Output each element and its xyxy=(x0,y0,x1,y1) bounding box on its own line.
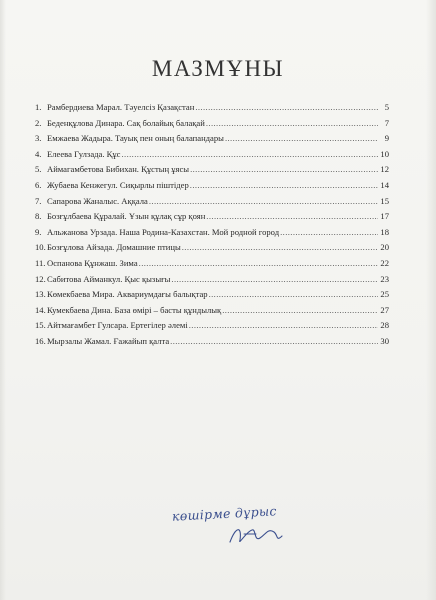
toc-entry xyxy=(35,131,389,147)
toc-entry-title: Айтмағамбет Гулсара. Ертегілер әлемі xyxy=(47,320,188,331)
toc-entry xyxy=(35,240,389,256)
toc-leader-dots xyxy=(189,318,378,334)
toc-entry-number: 5. xyxy=(35,164,42,175)
toc-leader-dots xyxy=(149,194,378,210)
toc-entry-title: Беденқұлова Динара. Сақ болайық балақай xyxy=(47,117,205,128)
toc-entry-title: Кумекбаева Дина. База өмірі – басты құндылық xyxy=(47,304,222,315)
toc-entry-title: Мырзалы Жамал. Ғажайып қалта xyxy=(47,335,170,346)
toc-leader-dots xyxy=(225,131,378,147)
toc-entry-number: 8. xyxy=(35,211,42,222)
toc-entry-page-number: 9 xyxy=(384,133,389,144)
toc-entry-number: 9. xyxy=(35,226,42,237)
toc-entry-title: Аймагамбетова Бибихан. Құстың ұясы xyxy=(47,164,190,175)
toc-entry-number: 13. xyxy=(35,289,46,300)
toc-leader-dots xyxy=(182,240,378,256)
toc-entry-title: Бозғұлбаева Құралай. Ұзын құлақ сұр қоян xyxy=(47,211,206,222)
toc-leader-dots xyxy=(170,334,378,350)
toc-leader-dots xyxy=(206,209,378,225)
toc-entry xyxy=(35,116,389,132)
toc-entry-number: 1. xyxy=(35,102,42,112)
toc-leader-dots xyxy=(195,100,378,116)
toc-entry xyxy=(35,303,389,319)
toc-leader-dots xyxy=(206,116,378,132)
toc-leader-dots xyxy=(190,162,378,178)
toc-entry-number: 16. xyxy=(35,335,46,346)
toc-entry-number: 14. xyxy=(35,304,46,315)
toc-entry-title: Жубаева Кенжегул. Сиқырлы піштідер xyxy=(47,179,189,190)
toc-leader-dots xyxy=(139,256,378,272)
toc-entry-page-number: 14 xyxy=(380,179,389,190)
signature-scribble xyxy=(226,522,286,548)
toc-entry xyxy=(35,178,389,194)
table-of-contents xyxy=(35,100,389,350)
toc-leader-dots xyxy=(280,225,378,241)
toc-entry-title: Бозғұлова Айзада. Домашние птицы xyxy=(47,242,181,253)
toc-entry-number: 3. xyxy=(35,133,42,144)
toc-entry-page-number: 22 xyxy=(380,257,389,268)
toc-leader-dots xyxy=(222,303,378,319)
toc-entry xyxy=(35,256,389,272)
toc-entry xyxy=(35,225,389,241)
toc-leader-dots xyxy=(171,272,378,288)
toc-entry-number: 6. xyxy=(35,179,42,190)
toc-leader-dots xyxy=(190,178,378,194)
toc-entry-page-number: 25 xyxy=(380,289,389,300)
toc-entry-page-number: 28 xyxy=(380,320,389,331)
toc-entry xyxy=(35,318,389,334)
page-title: МАЗМҰНЫ xyxy=(151,56,285,81)
toc-entry-title: Сабитова Айманкул. Қыс қызығы xyxy=(47,273,171,284)
toc-entry-page-number: 27 xyxy=(380,304,389,315)
toc-entry xyxy=(35,287,389,303)
toc-leader-dots xyxy=(209,287,378,303)
toc-entry-page-number: 10 xyxy=(380,148,389,159)
handwritten-note: көшірме дұрыс xyxy=(171,503,278,524)
toc-entry-page-number: 17 xyxy=(380,211,389,222)
toc-entry-page-number: 20 xyxy=(380,242,389,253)
toc-entry-title: Оспанова Құнжаш. Зима xyxy=(47,257,138,268)
toc-entry-page-number: 30 xyxy=(380,335,389,346)
toc-entry-title: Альжанова Урзада. Наша Родина-Казахстан. Мой родной город xyxy=(47,226,280,237)
toc-entry-page-number: 7 xyxy=(384,117,389,128)
toc-entry-title: Емжаева Жадыра. Тауық пен оның балапандары xyxy=(47,133,224,144)
paper-edge-right xyxy=(426,0,436,600)
paper-edge-left xyxy=(0,0,6,600)
toc-entry-page-number: 5 xyxy=(384,102,389,112)
toc-entry xyxy=(35,272,389,288)
toc-entry xyxy=(35,162,389,178)
toc-entry-page-number: 15 xyxy=(380,195,389,206)
toc-entry-title: Сапарова Жаналыс. Аққала xyxy=(47,195,148,206)
handwritten-signature xyxy=(166,502,286,550)
toc-entry-page-number: 18 xyxy=(380,226,389,237)
toc-entry xyxy=(35,194,389,210)
toc-entry-page-number: 23 xyxy=(380,273,389,284)
toc-entry xyxy=(35,147,389,163)
toc-entry-title: Рамбердиева Марал. Тәуелсіз Қазақстан xyxy=(47,102,195,112)
toc-entry-title: Елеева Гулзада. Құс xyxy=(47,148,121,159)
toc-entry xyxy=(35,334,389,350)
toc-entry-number: 11. xyxy=(35,257,46,268)
toc-entry-number: 4. xyxy=(35,148,42,159)
toc-entry-number: 2. xyxy=(35,117,42,128)
toc-entry-number: 15. xyxy=(35,320,46,331)
toc-entry-number: 12. xyxy=(35,273,46,284)
toc-entry-number: 10. xyxy=(35,242,46,253)
toc-entry xyxy=(35,209,389,225)
toc-entry-page-number: 12 xyxy=(380,164,389,175)
toc-entry-title: Көмекбаева Мира. Аквариумдағы балықтар xyxy=(47,289,208,300)
toc-leader-dots xyxy=(121,147,378,163)
toc-entry xyxy=(35,100,389,116)
toc-entry-number: 7. xyxy=(35,195,42,206)
